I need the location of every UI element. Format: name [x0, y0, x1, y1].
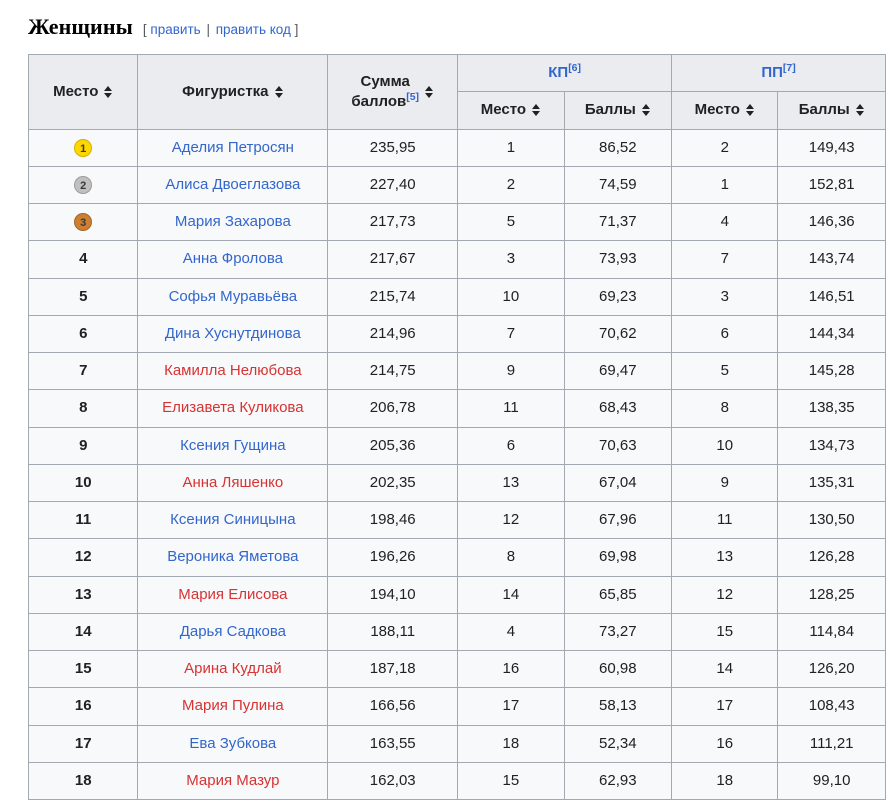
cell-fs-score: 134,73	[778, 427, 886, 464]
skater-link[interactable]: Дарья Садкова	[179, 622, 286, 640]
table-row	[29, 166, 886, 203]
column-header-fs-score-label: Баллы	[798, 101, 850, 119]
cell-sp-place: 7	[458, 315, 564, 352]
column-header-skater-label: Фигуристка	[182, 82, 269, 100]
cell-skater	[138, 651, 328, 688]
cell-place: 16	[29, 688, 138, 725]
table-row	[29, 576, 886, 613]
column-header-short-program	[458, 55, 672, 92]
cell-skater	[138, 464, 328, 501]
cell-sp-place: 14	[458, 576, 564, 613]
skater-link[interactable]: Анна Фролова	[182, 250, 283, 268]
table-row	[29, 502, 886, 539]
skater-link[interactable]: Алиса Двоеглазова	[165, 175, 301, 193]
medal-gold-icon: 1	[74, 139, 92, 157]
cell-sp-score: 69,47	[564, 353, 672, 390]
skater-link[interactable]: Камилла Нелюбова	[164, 362, 302, 379]
cell-place: 13	[29, 576, 138, 613]
cell-sp-score: 58,13	[564, 688, 672, 725]
edit-section-link[interactable]: править	[150, 22, 201, 37]
cell-sp-place: 16	[458, 651, 564, 688]
sort-icon[interactable]	[642, 103, 651, 117]
skater-link[interactable]: Ксения Гущина	[180, 436, 286, 454]
cell-skater	[138, 576, 328, 613]
cell-skater	[138, 315, 328, 352]
cell-total: 162,03	[328, 762, 458, 799]
cell-skater	[138, 129, 328, 166]
skater-link[interactable]: Софья Муравьёва	[168, 287, 298, 305]
cell-fs-score: 146,36	[778, 204, 886, 241]
table-row	[29, 353, 886, 390]
sort-icon[interactable]	[746, 103, 755, 117]
cell-sp-score: 62,93	[564, 762, 672, 799]
cell-sp-score: 67,96	[564, 502, 672, 539]
cell-place: 10	[29, 464, 138, 501]
cell-fs-place: 8	[672, 390, 778, 427]
cell-sp-score: 70,63	[564, 427, 672, 464]
skater-link[interactable]: Мария Захарова	[174, 213, 291, 230]
skater-link[interactable]: Аделия Петросян	[171, 138, 294, 156]
cell-total: 166,56	[328, 688, 458, 725]
cell-sp-place: 5	[458, 204, 564, 241]
cell-total: 205,36	[328, 427, 458, 464]
cell-place	[29, 204, 138, 241]
table-row	[29, 762, 886, 799]
cell-sp-place: 18	[458, 725, 564, 762]
cell-place: 8	[29, 390, 138, 427]
cell-place: 4	[29, 241, 138, 278]
cell-sp-score: 74,59	[564, 166, 672, 203]
skater-link[interactable]: Мария Елисова	[178, 585, 288, 603]
cell-total: 215,74	[328, 278, 458, 315]
table-row	[29, 427, 886, 464]
column-header-fs-place-label: Место	[694, 101, 740, 119]
cell-fs-place: 15	[672, 613, 778, 650]
cell-fs-place: 9	[672, 464, 778, 501]
cell-place: 7	[29, 353, 138, 390]
sort-icon[interactable]	[425, 85, 434, 99]
cell-fs-score: 135,31	[778, 464, 886, 501]
cell-fs-score: 99,10	[778, 762, 886, 799]
cell-fs-place: 13	[672, 539, 778, 576]
cell-fs-score: 128,25	[778, 576, 886, 613]
column-header-fs-score[interactable]	[778, 92, 886, 129]
column-header-sp-score-label: Баллы	[584, 101, 636, 119]
cell-place: 12	[29, 539, 138, 576]
reference-6: [6]	[568, 62, 582, 74]
table-body	[29, 129, 886, 800]
medal-silver-icon: 2	[74, 176, 92, 194]
cell-fs-score: 130,50	[778, 502, 886, 539]
cell-sp-score: 70,62	[564, 315, 672, 352]
table-row	[29, 241, 886, 278]
cell-fs-score: 145,28	[778, 353, 886, 390]
cell-place: 18	[29, 762, 138, 799]
cell-total: 206,78	[328, 390, 458, 427]
cell-sp-place: 1	[458, 129, 564, 166]
cell-sp-place: 6	[458, 427, 564, 464]
short-program-link[interactable]: КП	[548, 64, 569, 81]
cell-fs-score: 143,74	[778, 241, 886, 278]
cell-place: 17	[29, 725, 138, 762]
sort-icon[interactable]	[856, 103, 865, 117]
column-header-sp-place-label: Место	[480, 101, 527, 119]
cell-fs-score: 126,20	[778, 651, 886, 688]
column-header-total[interactable]	[328, 55, 458, 130]
cell-sp-score: 67,04	[564, 464, 672, 501]
page-title: Женщины	[28, 14, 133, 39]
cell-place: 6	[29, 315, 138, 352]
header-row-top	[29, 55, 886, 92]
bracket-open: [	[142, 22, 147, 37]
cell-fs-score: 138,35	[778, 390, 886, 427]
cell-place	[29, 129, 138, 166]
cell-sp-place: 17	[458, 688, 564, 725]
table-row	[29, 651, 886, 688]
cell-skater	[138, 613, 328, 650]
edit-links-separator: |	[206, 22, 210, 37]
cell-place: 15	[29, 651, 138, 688]
cell-skater	[138, 762, 328, 799]
column-header-place-label: Место	[53, 82, 99, 100]
cell-sp-place: 9	[458, 353, 564, 390]
cell-sp-score: 69,98	[564, 539, 672, 576]
cell-fs-place: 10	[672, 427, 778, 464]
skater-link[interactable]: Вероника Яметова	[167, 548, 299, 566]
cell-total: 214,96	[328, 315, 458, 352]
cell-sp-score: 65,85	[564, 576, 672, 613]
skater-link[interactable]: Арина Кудлай	[184, 660, 282, 677]
column-header-skater[interactable]	[138, 55, 328, 130]
cell-sp-score: 73,27	[564, 613, 672, 650]
sort-icon[interactable]	[104, 85, 113, 99]
cell-fs-place: 3	[672, 278, 778, 315]
free-program-link[interactable]: ПП	[761, 64, 783, 81]
cell-sp-place: 8	[458, 539, 564, 576]
table-row	[29, 613, 886, 650]
cell-fs-place: 1	[672, 166, 778, 203]
cell-place: 9	[29, 427, 138, 464]
cell-fs-place: 2	[672, 129, 778, 166]
section-header	[28, 14, 886, 40]
column-header-place[interactable]	[29, 55, 138, 130]
edit-links	[143, 22, 299, 37]
cell-sp-place: 3	[458, 241, 564, 278]
cell-skater	[138, 241, 328, 278]
cell-total: 217,67	[328, 241, 458, 278]
table-row	[29, 278, 886, 315]
cell-skater	[138, 725, 328, 762]
column-header-total-line1: Сумма	[360, 73, 410, 91]
cell-sp-place: 4	[458, 613, 564, 650]
bracket-close: ]	[294, 22, 299, 37]
cell-skater	[138, 688, 328, 725]
cell-total: 187,18	[328, 651, 458, 688]
cell-fs-place: 18	[672, 762, 778, 799]
sort-icon[interactable]	[275, 85, 284, 99]
table-row	[29, 315, 886, 352]
column-header-sp-score[interactable]	[564, 92, 672, 129]
cell-total: 163,55	[328, 725, 458, 762]
cell-sp-place: 13	[458, 464, 564, 501]
cell-skater	[138, 278, 328, 315]
cell-sp-score: 68,43	[564, 390, 672, 427]
cell-sp-score: 71,37	[564, 204, 672, 241]
cell-fs-score: 144,34	[778, 315, 886, 352]
cell-total: 194,10	[328, 576, 458, 613]
cell-sp-place: 2	[458, 166, 564, 203]
table-row	[29, 539, 886, 576]
cell-fs-place: 4	[672, 204, 778, 241]
cell-skater	[138, 502, 328, 539]
edit-source-link[interactable]: править код	[215, 22, 291, 37]
cell-sp-score: 86,52	[564, 129, 672, 166]
cell-total: 188,11	[328, 613, 458, 650]
cell-place: 11	[29, 502, 138, 539]
table-row	[29, 464, 886, 501]
cell-fs-score: 111,21	[778, 725, 886, 762]
column-header-sp-place[interactable]	[458, 92, 564, 129]
cell-place	[29, 166, 138, 203]
cell-total: 217,73	[328, 204, 458, 241]
skater-link[interactable]: Анна Ляшенко	[182, 473, 284, 491]
cell-sp-score: 69,23	[564, 278, 672, 315]
cell-sp-place: 11	[458, 390, 564, 427]
cell-skater	[138, 204, 328, 241]
skater-link[interactable]: Мария Мазур	[186, 771, 280, 789]
table-header	[29, 55, 886, 130]
cell-place: 5	[29, 278, 138, 315]
cell-fs-score: 114,84	[778, 613, 886, 650]
cell-fs-score: 152,81	[778, 166, 886, 203]
table-row	[29, 390, 886, 427]
cell-sp-score: 60,98	[564, 651, 672, 688]
reference-7: [7]	[782, 62, 796, 74]
column-header-fs-place[interactable]	[672, 92, 778, 129]
cell-skater	[138, 539, 328, 576]
cell-fs-score: 126,28	[778, 539, 886, 576]
cell-fs-score: 146,51	[778, 278, 886, 315]
cell-sp-place: 15	[458, 762, 564, 799]
table-row	[29, 204, 886, 241]
cell-sp-place: 12	[458, 502, 564, 539]
cell-sp-score: 73,93	[564, 241, 672, 278]
skater-link[interactable]: Дина Хуснутдинова	[164, 324, 301, 342]
cell-skater	[138, 166, 328, 203]
cell-fs-place: 17	[672, 688, 778, 725]
reference-5: [5]	[406, 90, 420, 103]
skater-link[interactable]: Мария Пулина	[181, 697, 284, 715]
cell-total: 214,75	[328, 353, 458, 390]
cell-total: 202,35	[328, 464, 458, 501]
cell-total: 196,26	[328, 539, 458, 576]
cell-fs-place: 6	[672, 315, 778, 352]
cell-fs-place: 16	[672, 725, 778, 762]
cell-skater	[138, 390, 328, 427]
cell-place: 14	[29, 613, 138, 650]
cell-fs-place: 5	[672, 353, 778, 390]
cell-skater	[138, 427, 328, 464]
table-row	[29, 688, 886, 725]
cell-fs-score: 108,43	[778, 688, 886, 725]
cell-skater	[138, 353, 328, 390]
cell-fs-place: 14	[672, 651, 778, 688]
cell-total: 235,95	[328, 129, 458, 166]
skater-link[interactable]: Ксения Синицына	[170, 511, 296, 528]
cell-fs-place: 7	[672, 241, 778, 278]
table-row	[29, 129, 886, 166]
medal-bronze-icon: 3	[74, 213, 92, 231]
cell-total: 227,40	[328, 166, 458, 203]
cell-sp-score: 52,34	[564, 725, 672, 762]
column-header-free-program	[672, 55, 886, 92]
cell-sp-place: 10	[458, 278, 564, 315]
cell-fs-score: 149,43	[778, 129, 886, 166]
sort-icon[interactable]	[532, 103, 541, 117]
column-header-total-line2: баллов	[351, 92, 407, 110]
table-row	[29, 725, 886, 762]
skater-link[interactable]: Елизавета Куликова	[162, 399, 304, 417]
cell-fs-place: 11	[672, 502, 778, 539]
skater-link[interactable]: Ева Зубкова	[189, 734, 277, 752]
results-table	[28, 54, 886, 800]
cell-fs-place: 12	[672, 576, 778, 613]
cell-total: 198,46	[328, 502, 458, 539]
